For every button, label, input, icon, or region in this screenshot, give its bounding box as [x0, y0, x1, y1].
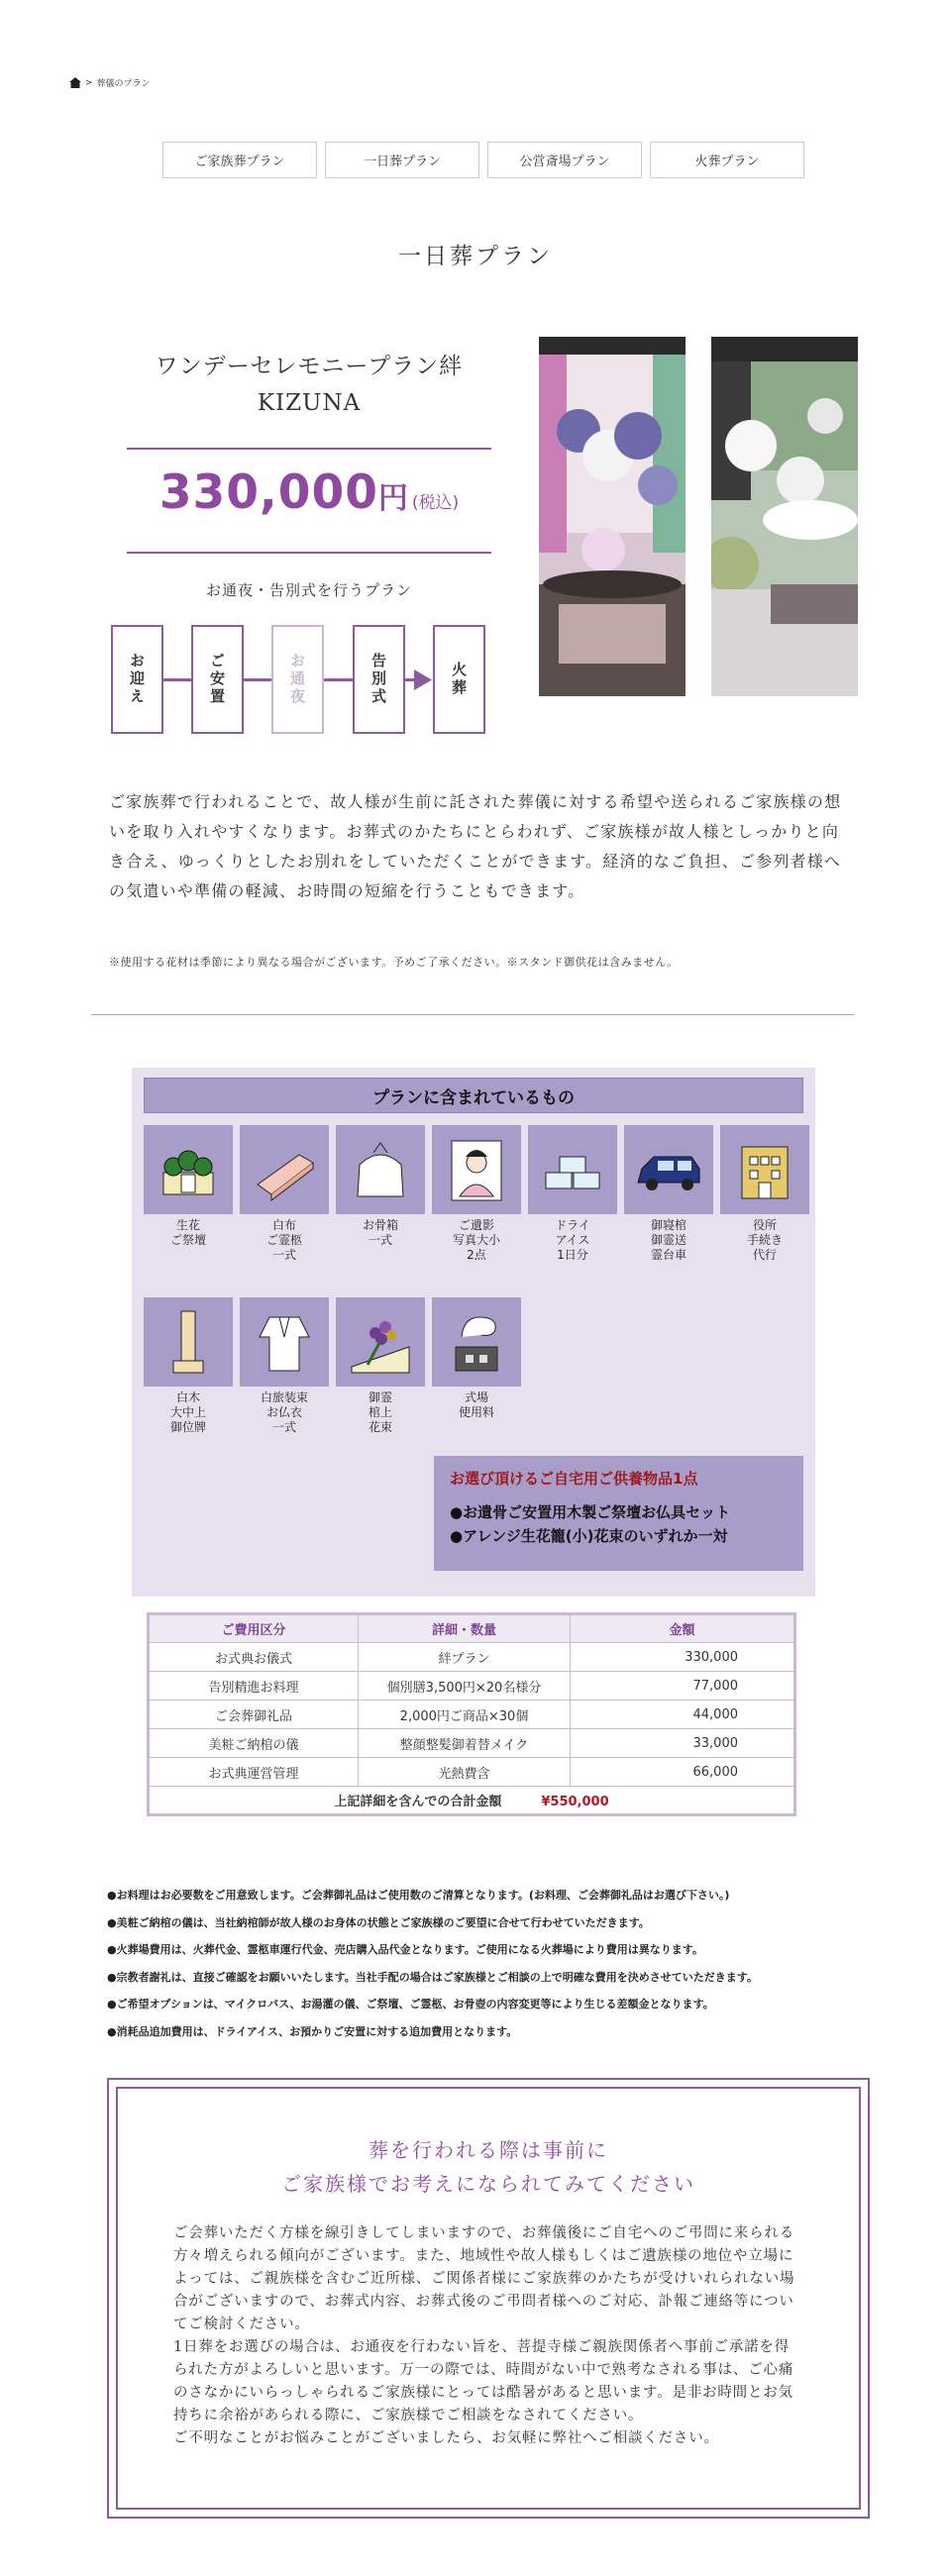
- breadcrumb: [69, 76, 151, 89]
- flower-note: ※使用する花材は季節により異なる場合がございます。予めご了承ください。※スタンド御供花は含みません。: [109, 956, 679, 969]
- burial-robe-icon: [240, 1297, 329, 1387]
- price-tax: (税込): [411, 493, 460, 513]
- included-item-label: 御寝棺 御霊送 霊台車: [650, 1218, 687, 1262]
- plan-name: [127, 349, 491, 422]
- note-item: ●宗教者謝礼は、直接ご確認をお願いいたします。当社手配の場合はご家族様とご相談の上で明確な費用を決めさせていただきます。: [107, 1970, 758, 1984]
- note-item: ●消耗品追加費用は、ドライアイス、お預かりご安置に対する追加費用となります。: [107, 2024, 518, 2038]
- included-item: [432, 1297, 521, 1420]
- table-row: [149, 1729, 795, 1758]
- advice-title: [173, 2133, 803, 2201]
- note-item: ●お料理はお必要数をご用意致します。ご会葬御礼品はご使用数のご清算となります。(お料理、ご会葬御礼品はお選び下さい。): [107, 1889, 730, 1902]
- flow-caption: お通夜・告別式を行うプラン: [205, 581, 412, 599]
- included-item: [336, 1125, 425, 1248]
- price-rule-top: [127, 448, 491, 450]
- table-row: [149, 1758, 795, 1787]
- cost-amount: 330,000: [571, 1643, 795, 1672]
- hearse-icon: [624, 1125, 713, 1214]
- cost-total-value: ¥550,000: [541, 1795, 609, 1809]
- cost-table: [147, 1612, 796, 1816]
- table-row: [149, 1700, 795, 1729]
- home-icon[interactable]: [69, 77, 81, 88]
- cost-total: [149, 1787, 795, 1815]
- plan-name-line1: ワンデーセレモニープラン絆: [155, 354, 464, 379]
- breadcrumb-separator: >: [85, 77, 93, 88]
- flow-step-pickup: お迎え: [111, 625, 163, 734]
- flow-step-farewell: 告別式: [353, 625, 405, 734]
- flow-arrow-icon: [414, 670, 432, 690]
- cost-amount: 44,000: [571, 1700, 795, 1729]
- home-offering-box: [434, 1456, 803, 1571]
- plan-name-line2: KIZUNA: [257, 389, 362, 416]
- included-item-label: 御霊 棺上 花束: [368, 1391, 392, 1434]
- cost-amount: 77,000: [571, 1672, 795, 1700]
- included-item-label: 白木 大中上 御位牌: [169, 1391, 206, 1434]
- plan-price: [127, 465, 491, 520]
- included-title: プランに含まれているもの: [144, 1078, 803, 1113]
- included-item: [336, 1297, 425, 1435]
- cost-header: ご費用区分: [149, 1614, 359, 1643]
- advice-inner: [116, 2087, 861, 2510]
- price-yen: 円: [377, 481, 408, 516]
- cost-category: 告別精進お料理: [149, 1672, 359, 1700]
- included-item: [144, 1125, 233, 1248]
- included-item: [624, 1125, 713, 1263]
- note-item: ●美粧ご納棺の儀は、当社納棺師が故人様のお身体の状態とご家族様のご要望に合せて行わせていただきます。: [107, 1915, 650, 1929]
- cost-total-label: 上記詳細を含んでの合計金額: [334, 1795, 502, 1809]
- flower-altar-icon: [144, 1125, 233, 1214]
- price-rule-bottom: [127, 552, 491, 554]
- coffin-icon: [240, 1125, 329, 1214]
- flow-step-cremation: 火葬: [433, 625, 485, 734]
- venue-icon: [432, 1297, 521, 1387]
- cost-detail: 光熱費含: [359, 1758, 571, 1787]
- included-item-label: ご遺影 写真大小 2点: [452, 1218, 500, 1262]
- memorial-tablet-icon: [144, 1297, 233, 1387]
- cost-amount: 66,000: [571, 1758, 795, 1787]
- tab-one-day-funeral[interactable]: 一日葬プラン: [325, 142, 479, 178]
- cost-detail: 絆プラン: [359, 1643, 571, 1672]
- cost-category: お式典お儀式: [149, 1643, 359, 1672]
- portrait-icon: [432, 1125, 521, 1214]
- cost-header: 詳細・数量: [359, 1614, 571, 1643]
- cost-amount: 33,000: [571, 1729, 795, 1758]
- cost-detail: 2,000円ご商品×30個: [359, 1700, 571, 1729]
- dry-ice-icon: [528, 1125, 617, 1214]
- cost-total-row: [149, 1787, 795, 1815]
- note-item: ●火葬場費用は、火葬代金、霊柩車運行代金、売店購入品代金となります。ご使用になる火葬場により費用は異なります。: [107, 1943, 703, 1956]
- table-row: [149, 1643, 795, 1672]
- page-title: 一日葬プラン: [398, 244, 553, 269]
- advice-title-line2: ご家族様でお考えになられてみてください: [281, 2172, 695, 2196]
- included-item-label: 生花 ご祭壇: [169, 1218, 206, 1247]
- included-item-label: 式場 使用料: [458, 1391, 494, 1419]
- city-hall-icon: [720, 1125, 809, 1214]
- included-panel: [132, 1068, 815, 1597]
- included-item: [528, 1125, 617, 1263]
- cost-detail: 個別膳3,500円×20名様分: [359, 1672, 571, 1700]
- offer-option: ●アレンジ生花籠(小)花束のいずれか一対: [450, 1527, 728, 1545]
- included-item-label: ドライ アイス 1日分: [555, 1218, 590, 1262]
- bouquet-icon: [336, 1297, 425, 1387]
- notes-list: [107, 1882, 919, 2045]
- included-item-label: 白布 ご霊柩 一式: [265, 1218, 302, 1262]
- altar-photo-1: [539, 337, 686, 696]
- tab-cremation[interactable]: 火葬プラン: [650, 142, 804, 178]
- cost-detail: 整顔整髪御着替メイク: [359, 1729, 571, 1758]
- included-item: [240, 1125, 329, 1263]
- included-item-label: 役所 手続き 代行: [746, 1218, 783, 1262]
- cost-header-row: [149, 1614, 795, 1643]
- cost-category: ご会葬御礼品: [149, 1700, 359, 1729]
- included-item-label: 白旅装束 お仏衣 一式: [260, 1391, 308, 1434]
- cost-category: お式典運営管理: [149, 1758, 359, 1787]
- included-item: [144, 1297, 233, 1435]
- price-amount: 330,000: [158, 465, 378, 520]
- tab-public-hall[interactable]: 公営斎場プラン: [487, 142, 642, 178]
- tab-family-funeral[interactable]: ご家族葬プラン: [162, 142, 317, 178]
- flow-step-wake: お通夜: [271, 625, 324, 734]
- plan-tabs: [162, 142, 804, 178]
- note-item: ●ご希望オプションは、マイクロバス、お湯灌の儀、ご祭壇、ご霊柩、お骨壺の内容変更等により生じる差額金となります。: [107, 1998, 714, 2010]
- table-row: [149, 1672, 795, 1700]
- plan-description: ご家族葬で行われることで、故人様が生前に託された葬儀に対する希望や送られるご家族様の想いを取り入れやすくなります。お葬式のかたちにとらわれず、ご家族様が故人様としっかりと向き合え、ゆっくりとしたお別れをしていただくことができます。経済的なご負担、ご参列者様への気遣いや準備の軽減、お時間の短縮を行うこともできます。: [109, 792, 842, 900]
- offer-option: ●お遺骨ご安置用木製ご祭壇お仏具セット: [450, 1503, 731, 1521]
- section-divider: [91, 1014, 854, 1015]
- included-item-label: お骨箱 一式: [362, 1218, 398, 1247]
- flow-step-rest: ご安置: [191, 625, 244, 734]
- altar-photo-2: [711, 337, 858, 696]
- included-item: [432, 1125, 521, 1263]
- cost-header: 金額: [571, 1614, 795, 1643]
- cost-category: 美粧ご納棺の儀: [149, 1729, 359, 1758]
- advice-body: ご会葬いただく方様を線引きしてしまいますので、お葬儀後にご自宅へのご弔問に来られる方々増えられる傾向がございます。また、地域性や故人様もしくはご遺族様の地位や立場によっては、ご親族様を含むご近所様、ご関係者様にご家族葬のかたちが受けいれられない場合がございますので、お葬式内容、お葬式後のご弔問者様へのご対応、訃報ご連絡等についてご検討ください。 1日葬をお選びの場合は、お通夜を行わない旨を、菩提寺様ご親族関係者へ事前ご承諾を得られた方がよろしいと思います。万一の際では、時間がない中で熟考なされる事は、ご心痛のさなかにいらっしゃられるご家族様にとっては酷暑があると思います。是非お時間とお気持ちに余裕があられる際に、ご家族様でご相談をなされてください。 ご不明なことがお悩みことがございましたら、お気軽に弊社へご相談ください。: [173, 2225, 795, 2446]
- advice-title-line1: 葬を行われる際は事前に: [369, 2138, 608, 2162]
- included-item: [240, 1297, 329, 1435]
- included-item: [720, 1125, 809, 1263]
- breadcrumb-current: 葬儀のプラン: [96, 79, 151, 89]
- urn-box-icon: [336, 1125, 425, 1214]
- advice-box: [107, 2078, 870, 2519]
- offer-title: お選び頂けるご自宅用ご供養物品1点: [450, 1470, 698, 1488]
